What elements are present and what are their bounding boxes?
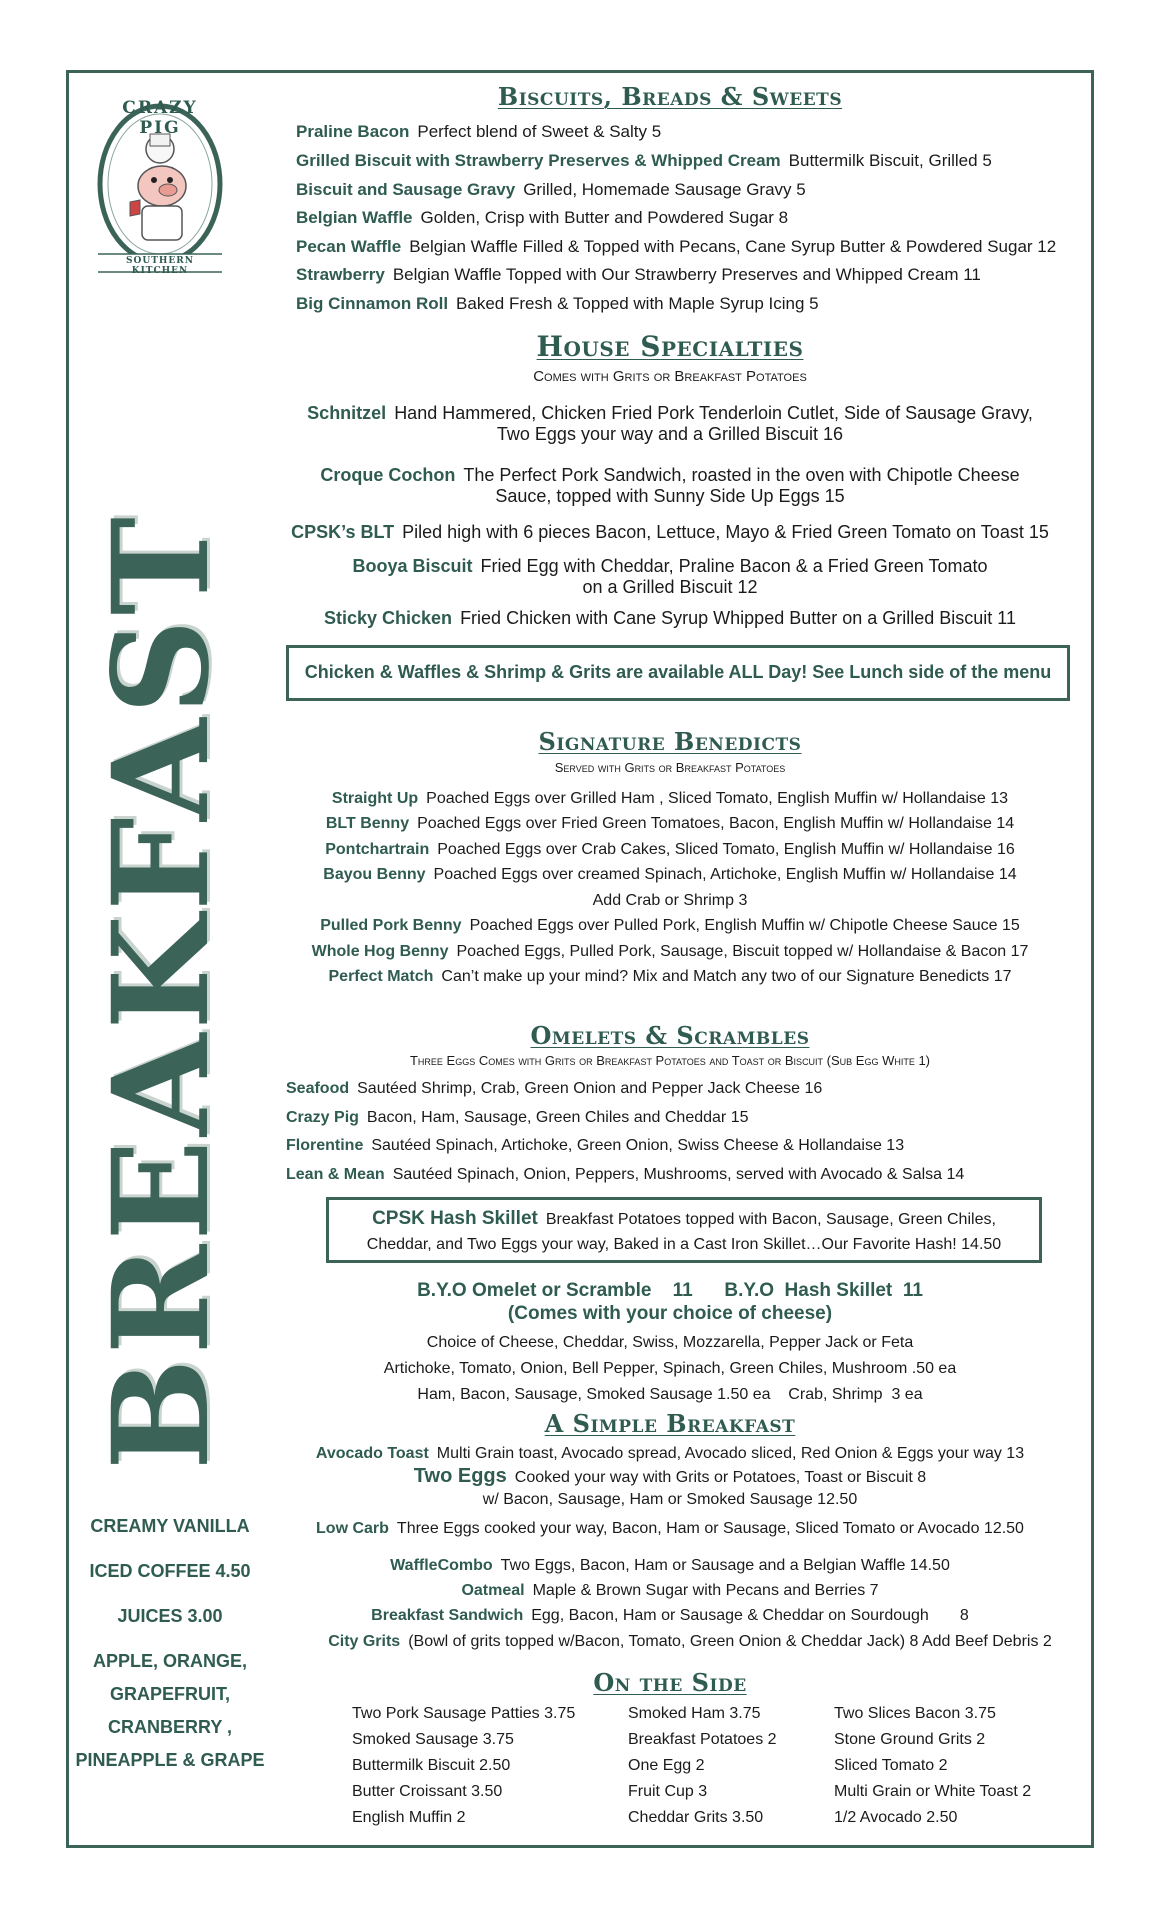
side-item: 1/2 Avocado 2.50	[834, 1809, 958, 1826]
side-item: Butter Croissant 3.50	[352, 1783, 503, 1800]
menu-item: Croque Cochon The Perfect Pork Sandwich, roasted in the oven with Chipotle Cheese Sauce, topped with Sunny Side Up Eggs 15	[320, 465, 1020, 506]
byo-subtitle: (Comes with your choice of cheese)	[507, 1303, 833, 1324]
side-item: Sliced Tomato 2	[834, 1757, 948, 1774]
byo-line: Choice of Cheese, Cheddar, Swiss, Mozzarella, Pepper Jack or Feta	[426, 1334, 914, 1351]
side-item: Smoked Sausage 3.75	[352, 1731, 514, 1748]
breakfast-vertical-title: BREAKFAST	[84, 513, 239, 1470]
section-subtitle-omelets: Three Eggs Comes with Grits or Breakfast Potatoes and Toast or Biscuit (Sub Egg White 1)	[409, 1053, 931, 1068]
side-item: Smoked Ham 3.75	[628, 1705, 761, 1722]
hash-skillet-item: CPSK Hash Skillet Breakfast Potatoes topped with Bacon, Sausage, Green Chiles, Cheddar, and Two Eggs your way, Baked in a Cast Iron Skillet…Our Favorite Hash! 14.50	[366, 1208, 1002, 1253]
menu-item: Low Carb Three Eggs cooked your way, Bacon, Ham or Sausage, Sliced Tomato or Avocado 12.50	[316, 1520, 1024, 1537]
drink-juice-list: APPLE, ORANGE, GRAPEFRUIT, CRANBERRY , PINEAPPLE & GRAPE	[75, 1651, 265, 1770]
menu-item: Strawberry Belgian Waffle Topped with Our Strawberry Preserves and Whipped Cream 11	[296, 265, 981, 284]
section-title-sides: On the Side	[593, 1668, 747, 1697]
side-item: Two Slices Bacon 3.75	[834, 1705, 996, 1722]
section-title-house: House Specialties	[536, 330, 804, 363]
side-item: Stone Ground Grits 2	[834, 1731, 986, 1748]
side-item: English Muffin 2	[352, 1809, 466, 1826]
menu-item: Straight Up Poached Eggs over Grilled Ham , Sliced Tomato, English Muffin w/ Hollandaise 13	[331, 790, 1009, 807]
menu-item: Belgian Waffle Golden, Crisp with Butter and Powdered Sugar 8	[296, 208, 789, 227]
menu-item: Pulled Pork Benny Poached Eggs over Pulled Pork, English Muffin w/ Chipotle Cheese Sauce 15	[320, 917, 1020, 934]
menu-item: WaffleCombo Two Eggs, Bacon, Ham or Sausage and a Belgian Waffle 14.50	[390, 1557, 950, 1574]
menu-item: Pontchartrain Poached Eggs over Crab Cakes, Sliced Tomato, English Muffin w/ Hollandaise 16	[325, 841, 1015, 858]
side-item: Breakfast Potatoes 2	[628, 1731, 777, 1748]
section-subtitle-house: Comes with Grits or Breakfast Potatoes	[533, 368, 807, 385]
drink-juices: JUICES 3.00	[117, 1606, 223, 1626]
menu-item: Biscuit and Sausage Gravy Grilled, Homemade Sausage Gravy 5	[296, 180, 806, 199]
menu-item: Lean & Mean Sautéed Spinach, Onion, Peppers, Mushrooms, served with Avocado & Salsa 14	[286, 1166, 965, 1183]
menu-item: Crazy Pig Bacon, Ham, Sausage, Green Chiles and Cheddar 15	[286, 1109, 749, 1126]
side-item: One Egg 2	[628, 1757, 705, 1774]
side-item: Two Pork Sausage Patties 3.75	[352, 1705, 576, 1722]
logo-top-text: CRAZY PIG	[122, 98, 198, 138]
menu-item: Two Eggs Cooked your way with Grits or Potatoes, Toast or Biscuit 8 w/ Bacon, Sausage, Ham or Smoked Sausage 12.50	[413, 1465, 927, 1508]
side-item: Cheddar Grits 3.50	[628, 1809, 764, 1826]
drink-iced-coffee: ICED COFFEE 4.50	[89, 1561, 251, 1581]
menu-item: Whole Hog Benny Poached Eggs, Pulled Pork, Sausage, Biscuit topped w/ Hollandaise & Bacon 17	[311, 943, 1029, 960]
section-title-omelets: Omelets & Scrambles	[530, 1021, 810, 1050]
menu-item: Praline Bacon Perfect blend of Sweet & Salty 5	[296, 122, 662, 141]
section-title-simple: A Simple Breakfast	[544, 1409, 796, 1438]
section-title-benedicts: Signature Benedicts	[538, 727, 802, 756]
menu-item: Sticky Chicken Fried Chicken with Cane Syrup Whipped Butter on a Grilled Biscuit 11	[324, 608, 1016, 628]
drinks-sidebar	[70, 1510, 270, 1789]
all-day-notice: Chicken & Waffles & Shrimp & Grits are available ALL Day! See Lunch side of the menu	[304, 662, 1052, 682]
side-item: Fruit Cup 3	[628, 1783, 708, 1800]
menu-item: Booya Biscuit Fried Egg with Cheddar, Praline Bacon & a Fried Green Tomato on a Grilled Biscuit 12	[352, 556, 988, 597]
menu-item: Breakfast Sandwich Egg, Bacon, Ham or Sausage & Cheddar on Sourdough 8	[371, 1607, 969, 1624]
byo-line: Ham, Bacon, Sausage, Smoked Sausage 1.50 ea Crab, Shrimp 3 ea	[417, 1386, 923, 1403]
menu-item: Big Cinnamon Roll Baked Fresh & Topped with Maple Syrup Icing 5	[296, 294, 819, 313]
sides-column-3	[834, 1701, 1031, 1831]
menu-item: Avocado Toast Multi Grain toast, Avocado spread, Avocado sliced, Red Onion & Eggs your way 13	[315, 1445, 1025, 1462]
menu-item: Florentine Sautéed Spinach, Artichoke, Green Onion, Swiss Cheese & Hollandaise 13	[286, 1137, 905, 1154]
section-subtitle-benedicts: Served with Grits or Breakfast Potatoes	[554, 760, 786, 775]
sides-column-1	[352, 1701, 575, 1831]
section-title-biscuits: Biscuits, Breads & Sweets	[497, 82, 843, 111]
menu-item: City Grits (Bowl of grits topped w/Bacon, Tomato, Green Onion & Cheddar Jack) 8 Add Beef Debris 2	[328, 1633, 1052, 1650]
menu-item: Oatmeal Maple & Brown Sugar with Pecans and Berries 7	[461, 1582, 879, 1599]
side-item: Multi Grain or White Toast 2	[834, 1783, 1032, 1800]
menu-item: Bayou Benny Poached Eggs over creamed Spinach, Artichoke, English Muffin w/ Hollandaise 14	[323, 866, 1017, 883]
menu-item: Grilled Biscuit with Strawberry Preserves & Whipped Cream Buttermilk Biscuit, Grilled 5	[296, 151, 992, 170]
menu-item-addon: Add Crab or Shrimp 3	[592, 892, 748, 909]
drink-vanilla: CREAMY VANILLA	[90, 1516, 250, 1536]
menu-item: CPSK’s BLT Piled high with 6 pieces Bacon, Lettuce, Mayo & Fried Green Tomato on Toast 15	[291, 522, 1049, 542]
side-item: Buttermilk Biscuit 2.50	[352, 1757, 511, 1774]
menu-item: Schnitzel Hand Hammered, Chicken Fried Pork Tenderloin Cutlet, Side of Sausage Gravy, Two Eggs your way and a Grilled Biscuit 16	[307, 403, 1033, 444]
menu-item: BLT Benny Poached Eggs over Fried Green Tomatoes, Bacon, English Muffin w/ Hollandaise 14	[325, 815, 1015, 832]
menu-item: Seafood Sautéed Shrimp, Crab, Green Onion and Pepper Jack Cheese 16	[286, 1080, 823, 1097]
byo-line: Artichoke, Tomato, Onion, Bell Pepper, Spinach, Green Chiles, Mushroom .50 ea	[383, 1360, 957, 1377]
byo-title: B.Y.O Omelet or Scramble 11 B.Y.O Hash Skillet 11	[417, 1280, 923, 1301]
logo-bottom-text: SOUTHERN KITCHEN	[126, 256, 194, 276]
menu-item: Perfect Match Can’t make up your mind? Mix and Match any two of our Signature Benedicts 17	[328, 968, 1012, 985]
sides-column-2	[628, 1701, 777, 1831]
menu-item: Pecan Waffle Belgian Waffle Filled & Topped with Pecans, Cane Syrup Butter & Powdered Sugar 12	[296, 237, 1057, 256]
